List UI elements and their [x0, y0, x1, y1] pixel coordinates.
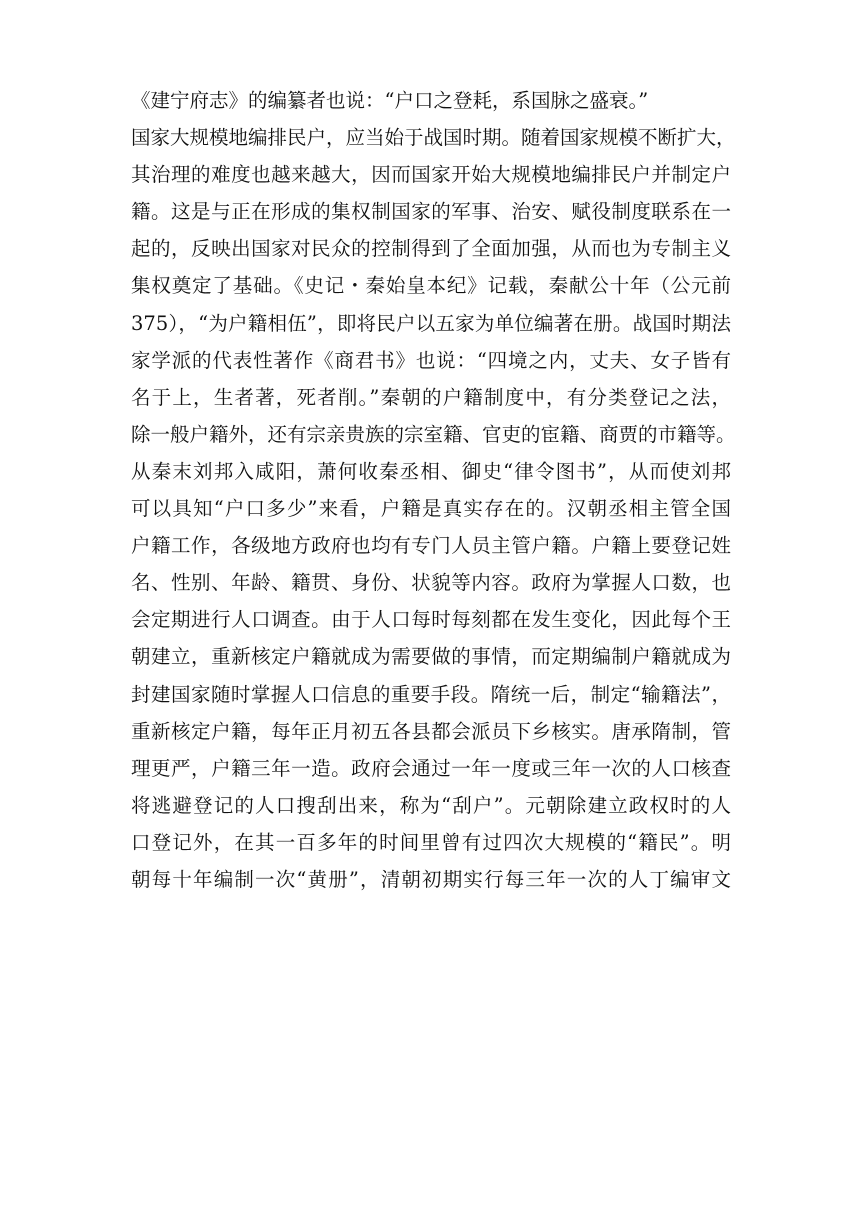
- text-line: 理更严，户籍三年一造。政府会通过一年一度或三年一次的人口核查: [131, 756, 731, 780]
- text-line: 封建国家随时掌握人口信息的重要手段。隋统一后，制定“输籍法”，: [131, 682, 731, 706]
- text-line: 籍。这是与正在形成的集权制国家的军事、治安、赋役制度联系在一: [131, 200, 731, 224]
- text-line: 名、性别、年龄、籍贯、身份、状貌等内容。政府为掌握人口数，也: [131, 571, 731, 595]
- text-line: 《建宁府志》的编纂者也说：“户口之登耗，系国脉之盛衰。”: [131, 89, 649, 112]
- text-line: 集权奠定了基础。《史记・秦始皇本纪》记载，秦献公十年（公元前: [131, 274, 731, 298]
- text-line: 起的，反映出国家对民众的控制得到了全面加强，从而也为专制主义: [131, 237, 731, 261]
- text-line: 从秦末刘邦入咸阳，萧何收秦丞相、御史“律令图书”，从而使刘邦: [131, 459, 731, 483]
- body-text: [131, 82, 736, 898]
- text-line: 户籍工作，各级地方政府也均有专门人员主管户籍。户籍上要登记姓: [131, 534, 731, 558]
- text-line: 家学派的代表性著作《商君书》也说：“四境之内，丈夫、女子皆有: [131, 348, 731, 372]
- text-line: 重新核定户籍，每年正月初五各县都会派员下乡核实。唐承隋制，管: [131, 719, 731, 743]
- text-line: 将逃避登记的人口搜刮出来，称为“刮户”。元朝除建立政权时的人: [131, 793, 731, 817]
- text-line: 375），“为户籍相伍”，即将民户以五家为单位编著在册。战国时期法: [131, 311, 731, 335]
- text-line: 可以具知“户口多少”来看，户籍是真实存在的。汉朝丞相主管全国: [131, 497, 731, 521]
- text-line: 名于上，生者著，死者削。”秦朝的户籍制度中，有分类登记之法，: [131, 385, 731, 409]
- text-line: 朝每十年编制一次“黄册”，清朝初期实行每三年一次的人丁编审文: [131, 867, 731, 891]
- text-line: 口登记外，在其一百多年的时间里曾有过四次大规模的“籍民”。明: [131, 830, 731, 854]
- text-line: 朝建立，重新核定户籍就成为需要做的事情，而定期编制户籍就成为: [131, 645, 731, 669]
- text-line: 其治理的难度也越来越大，因而国家开始大规模地编排民户并制定户: [131, 163, 731, 187]
- text-line: 会定期进行人口调查。由于人口每时每刻都在发生变化，因此每个王: [131, 608, 731, 632]
- text-line: 国家大规模地编排民户，应当始于战国时期。随着国家规模不断扩大，: [131, 126, 736, 150]
- text-line: 除一般户籍外，还有宗亲贵族的宗室籍、官吏的宦籍、商贾的市籍等。: [131, 422, 736, 446]
